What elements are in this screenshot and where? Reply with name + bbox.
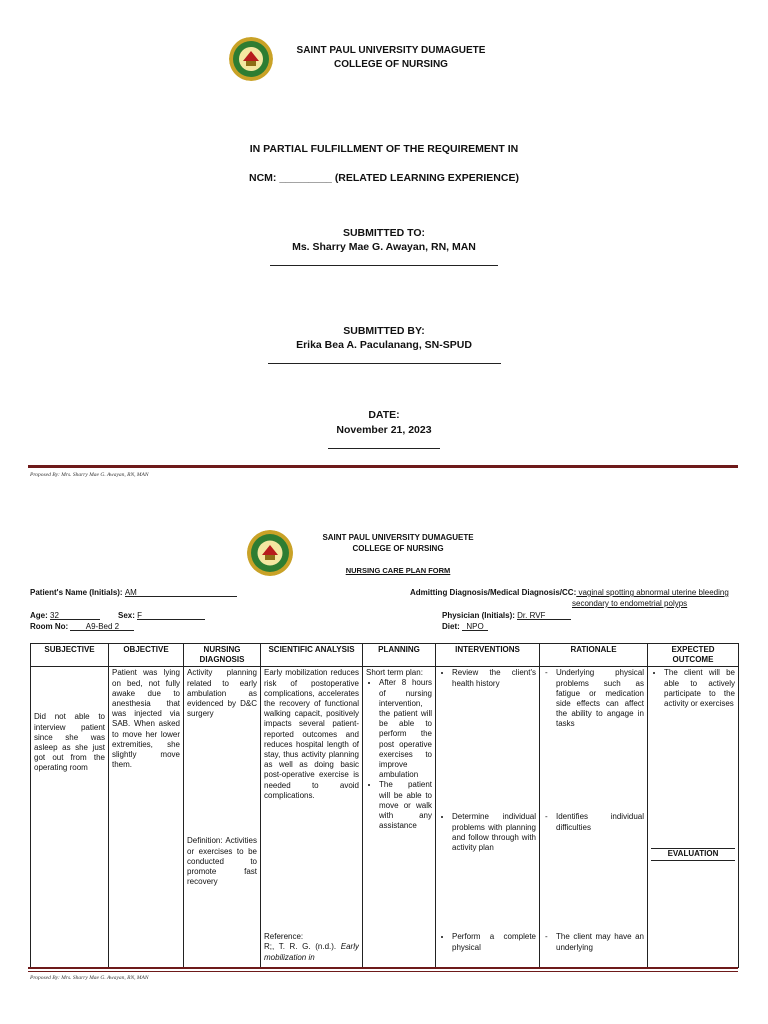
submitted-by-label: SUBMITTED BY: <box>343 325 425 337</box>
header-subjective: SUBJECTIVE <box>31 644 109 667</box>
planning-title: Short term plan: <box>366 668 423 678</box>
admitting-diagnosis-row <box>410 588 729 597</box>
header-planning: PLANNING <box>363 644 436 667</box>
planning-list <box>366 678 432 831</box>
physician-label: Physician (Initials): <box>442 611 515 620</box>
outcome-list <box>651 668 735 709</box>
admitting-diagnosis-label: Admitting Diagnosis/Medical Diagnosis/CC: <box>410 588 577 597</box>
diet-label: Diet: <box>442 622 460 631</box>
sex-label: Sex: <box>118 611 135 620</box>
physician-field <box>517 611 571 620</box>
table-header-row <box>31 644 739 667</box>
objective-cell <box>109 667 184 968</box>
reference-text: R;, T. R. G. (n.d.). <box>264 942 337 952</box>
age-label: Age: <box>30 611 48 620</box>
cover-page <box>0 0 768 490</box>
patient-name-label: Patient's Name (Initials): <box>30 588 123 597</box>
admitting-diagnosis-value-2: secondary to endometrial polyps <box>572 599 688 608</box>
cover-footer-text: Proposed By: Mrs. Sharry Mae G. Awayan, RN, MAN <box>30 472 149 478</box>
reference-label: Reference: <box>264 932 304 942</box>
form-footer-rule <box>28 967 738 969</box>
admitting-diagnosis-value-1: vaginal spotting abnormal uterine bleeding <box>576 588 729 597</box>
header-expected-outcome: EXPECTED OUTCOME <box>648 644 739 667</box>
patient-name-value: AM <box>124 588 137 597</box>
expected-outcome-cell <box>648 667 739 968</box>
cover-college-name: COLLEGE OF NURSING <box>334 59 448 70</box>
list-item: • After 8 hours of nursing intervention, the patient will be able to perform the post operative exercises to improve ambulation <box>379 678 432 780</box>
list-item: • The client will be able to actively participate to the activity or exercises <box>664 668 735 709</box>
interventions-list-1 <box>439 668 536 688</box>
interventions-list-2 <box>439 812 536 853</box>
subjective-cell <box>31 667 109 968</box>
analysis-text: Early mobilization reduces risk of postoperative complications, accelerates the recovery of functional walking capacit, positively impacts several patient-reported outcomes and reduces hospital length of stay, thus activity planning as well as doing basic post-operative exercise is needed to avoid complications. <box>264 668 359 800</box>
room-row <box>30 622 134 631</box>
list-item: • The patient will be able to move or walk with any assistance <box>379 780 432 831</box>
submitted-to-signature-line <box>270 265 498 266</box>
room-field <box>70 622 134 631</box>
rationale-list-1 <box>543 668 644 729</box>
age-value: 32 <box>50 611 59 620</box>
diet-row <box>442 622 488 631</box>
ncm-line: NCM: _________ (RELATED LEARNING EXPERIENCE) <box>249 172 519 184</box>
nursing-diagnosis-cell <box>184 667 261 968</box>
cover-footer-rule <box>28 465 738 468</box>
table-row <box>31 667 739 968</box>
diagnosis-text: Activity planning related to early ambulation as evidenced by D&C surgery <box>187 668 257 719</box>
room-label: Room No: <box>30 622 69 631</box>
subjective-text: Did not able to interview patient since she was asleep as she just got out from the operating room <box>34 712 105 773</box>
age-field <box>50 611 100 620</box>
patient-name-row <box>30 588 237 597</box>
date-value: November 21, 2023 <box>336 424 432 436</box>
form-footer-text: Proposed By: Mrs. Sharry Mae G. Awayan, RN, MAN <box>30 975 149 981</box>
form-school-name: SAINT PAUL UNIVERSITY DUMAGUETE <box>322 533 474 542</box>
header-scientific-analysis: SCIENTIFIC ANALYSIS <box>261 644 363 667</box>
reference-italic: Early mobilization in <box>264 942 359 962</box>
physician-row <box>442 611 571 620</box>
header-rationale: RATIONALE <box>540 644 648 667</box>
form-college-name: COLLEGE OF NURSING <box>352 544 444 553</box>
rationale-list-3 <box>543 932 644 952</box>
sex-value: F <box>137 611 143 620</box>
planning-cell <box>363 667 436 968</box>
header-objective: OBJECTIVE <box>109 644 184 667</box>
list-item: • Determine individual problems with planning and follow through with activity plan <box>452 812 536 853</box>
rationale-cell <box>540 667 648 968</box>
date-label: DATE: <box>368 409 400 421</box>
sex-row <box>118 611 205 620</box>
date-underline <box>328 448 440 449</box>
objective-text: Patient was lying on bed, not fully awake due to anesthesia that was injected via SAB. When asked to move her lower extremities, she slightly move them. <box>112 668 180 770</box>
diet-value: NPO <box>466 622 484 631</box>
reference-citation <box>264 942 359 962</box>
sex-field <box>137 611 205 620</box>
list-item: • Perform a complete physical <box>452 932 536 952</box>
submitted-by-name: Erika Bea A. Paculanang, SN-SPUD <box>296 339 472 351</box>
interventions-cell <box>436 667 540 968</box>
list-item: • Review the client's health history <box>452 668 536 688</box>
physician-value: Dr. RVF <box>517 611 546 620</box>
list-item: - Identifies individual difficulties <box>556 812 644 832</box>
age-row <box>30 611 100 620</box>
definition-text: Definition: Activities or exercises to be conducted to promote fast recovery <box>187 836 257 887</box>
submitted-to-label: SUBMITTED TO: <box>342 227 426 239</box>
diet-field <box>462 622 488 631</box>
header-interventions: INTERVENTIONS <box>436 644 540 667</box>
submitted-to-name: Ms. Sharry Mae G. Awayan, RN, MAN <box>292 241 476 253</box>
admitting-diagnosis-row-2 <box>572 599 687 608</box>
interventions-list-3 <box>439 932 536 952</box>
header-nursing-diagnosis: NURSING DIAGNOSIS <box>184 644 261 667</box>
patient-name-field <box>125 588 237 597</box>
room-value: A9-Bed 2 <box>85 622 120 631</box>
list-item: - The client may have an underlying <box>556 932 644 952</box>
list-item: - Underlying physical problems such as fatigue or medication side effects can affect the ability to angage in tasks <box>556 668 644 729</box>
submitted-by-signature-line <box>268 363 501 364</box>
cover-school-name: SAINT PAUL UNIVERSITY DUMAGUETE <box>296 45 486 56</box>
scientific-analysis-cell <box>261 667 363 968</box>
evaluation-header: EVALUATION <box>651 848 735 860</box>
requirement-line: IN PARTIAL FULFILLMENT OF THE REQUIREMENT IN <box>249 143 519 155</box>
nursing-care-plan-table <box>30 643 739 968</box>
form-title: NURSING CARE PLAN FORM <box>345 566 451 575</box>
rationale-list-2 <box>543 812 644 832</box>
